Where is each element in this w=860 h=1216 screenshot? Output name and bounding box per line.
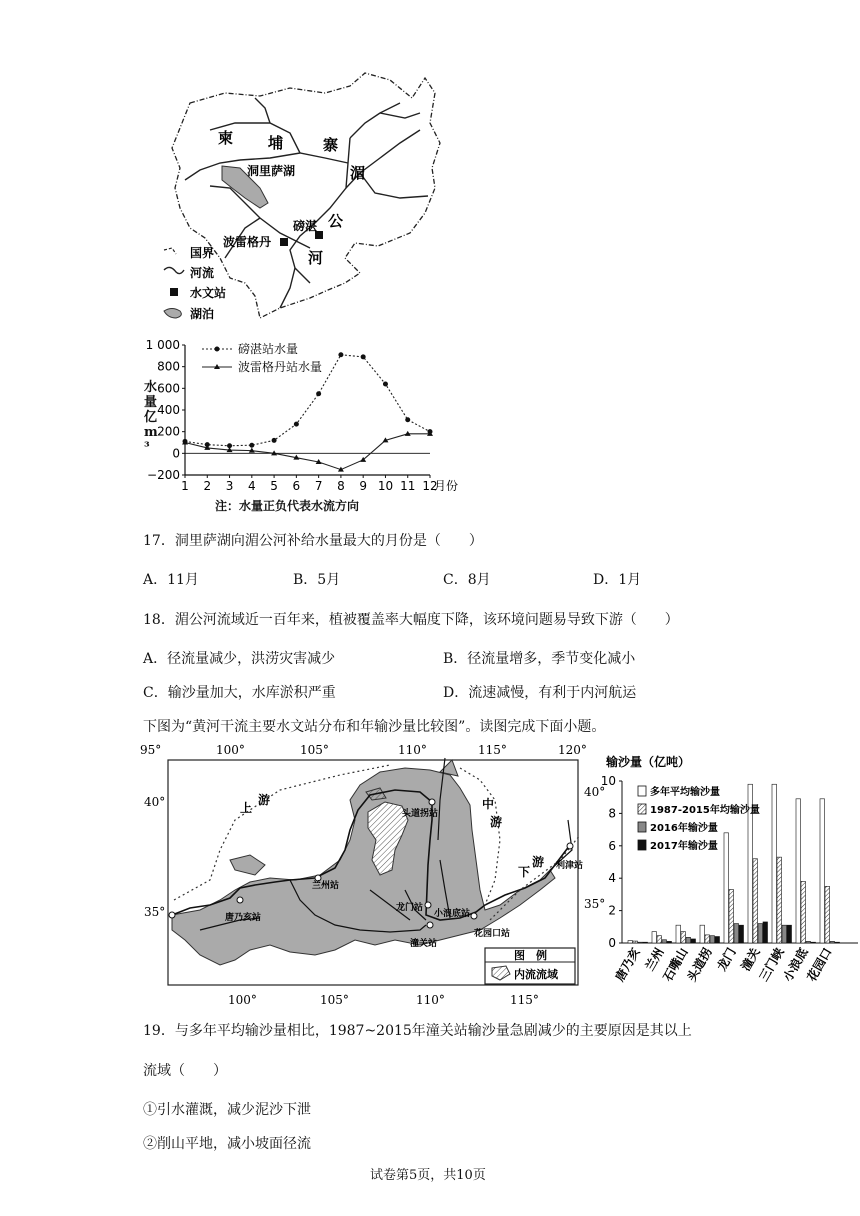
station-longmen: 龙门站: [396, 903, 424, 913]
bar-7-2: [806, 941, 811, 943]
bar-chart: [600, 748, 860, 1008]
legend-label-2: 波雷格丹站水量: [238, 360, 323, 374]
bar-legend-swatch-3: [638, 822, 646, 832]
bar-2-1: [681, 932, 686, 943]
bar-category-label: 花园口: [804, 945, 835, 984]
bar-category-label: 唐乃亥: [612, 945, 643, 984]
bar-5-1: [753, 859, 758, 943]
station-lijin: 利津站: [556, 861, 584, 871]
x-tick-label: 5: [270, 479, 278, 493]
label-mekong-2: 公: [328, 212, 344, 230]
y-tick-label: 0: [172, 446, 180, 461]
q18-option-c[interactable]: C．输沙量加大，水库淤积严重: [143, 685, 336, 701]
bar-legend-label-3: 2016年输沙量: [650, 823, 718, 834]
label-middle-2: 游: [490, 815, 503, 829]
bar-category-label: 头道拐: [684, 945, 715, 984]
bar-legend-swatch-2: [638, 804, 646, 814]
bar-3-3: [715, 937, 720, 943]
q17-option-a[interactable]: A．11月: [143, 572, 199, 588]
bar-category-label: 兰州: [642, 945, 667, 974]
bar-7-1: [801, 881, 806, 943]
map2-legend: [485, 948, 575, 984]
bar-y-tick-label: 6: [608, 838, 616, 853]
bar-legend-label-2: 1987-2015年均输沙量: [650, 805, 760, 816]
q19-stem-line2: 流域（ ）: [143, 1063, 227, 1079]
y-tick-label: −200: [147, 468, 180, 482]
bar-8-0: [820, 799, 825, 943]
bar-6-2: [782, 925, 787, 943]
q18-stem: 18．湄公河流域近一百年来，植被覆盖率大幅度下降，该环境问题易导致下游（ ）: [143, 612, 679, 628]
lon-top-105: 105°: [300, 743, 329, 757]
bar-y-tick-label: 8: [608, 806, 616, 821]
bar-category-label: 潼关: [738, 945, 763, 974]
bar-8-2: [830, 941, 835, 943]
y-tick-label: 800: [157, 359, 180, 374]
label-upper-2: 游: [258, 793, 271, 807]
y-tick-label: 400: [157, 403, 180, 417]
point-s1: [361, 354, 366, 359]
y-tick-label: 600: [157, 381, 180, 396]
bar-0-1: [633, 941, 638, 943]
y-tick-label: 1 000: [145, 338, 180, 352]
bar-y-tick-label: 10: [600, 774, 616, 788]
point-s1: [294, 422, 299, 427]
bar-8-1: [825, 886, 830, 943]
point-s1: [405, 417, 410, 422]
lon-top-115: 115°: [478, 743, 507, 757]
legend-river: 河流: [190, 266, 215, 280]
bar-chart-title: 输沙量（亿吨）: [606, 755, 691, 769]
x-tick-label: 10: [377, 479, 394, 493]
label-lower-2: 游: [532, 855, 545, 869]
bar-0-2: [638, 942, 643, 943]
x-tick-label: 7: [314, 479, 323, 493]
bar-3-0: [700, 925, 705, 943]
bar-legend-label-1: 多年平均输沙量: [650, 787, 720, 798]
point-s1: [272, 438, 277, 443]
line-chart-note: 注：水量正负代表水流方向: [215, 499, 360, 513]
bar-6-0: [772, 784, 777, 943]
lat-right-35: 35°: [584, 897, 606, 911]
bar-category-label: 石嘴山: [660, 945, 691, 984]
q17-option-b[interactable]: B．5月: [293, 572, 341, 588]
q19-stem-line1: 19．与多年平均输沙量相比，1987~2015年潼关站输沙量急剧减少的主要原因是其以上: [143, 1023, 692, 1039]
bar-legend-label-4: 2017年输沙量: [650, 841, 718, 852]
series-line-2: [185, 434, 430, 470]
q18-option-a[interactable]: A．径流量减少，洪涝灾害减少: [143, 651, 336, 667]
lon-top-95: 95°: [140, 743, 162, 757]
point-s1: [249, 443, 254, 448]
bar-3-1: [705, 935, 710, 943]
bar-legend-swatch-4: [638, 840, 646, 850]
lon-top-120: 120°: [558, 743, 587, 757]
x-tick-label: 11: [400, 479, 416, 493]
bar-4-2: [734, 924, 739, 943]
bar-4-1: [729, 890, 734, 943]
bar-3-2: [710, 936, 715, 943]
x-tick-label: 9: [359, 479, 368, 493]
point-s1: [338, 352, 343, 357]
legend-marker-1: [215, 347, 220, 352]
legend-lake: 湖泊: [190, 307, 215, 321]
bar-category-label: 三门峡: [756, 945, 787, 984]
x-tick-label: 4: [247, 479, 256, 493]
bar-0-3: [643, 942, 648, 943]
station-lanzhou: 兰州站: [312, 881, 340, 891]
bar-y-tick-label: 0: [608, 936, 616, 950]
station-toudaoguai: 头道拐站: [402, 809, 439, 819]
bar-7-0: [796, 799, 801, 943]
x-tick-label: 1: [181, 479, 189, 493]
lon-bottom-105: 105°: [320, 993, 349, 1007]
bar-6-1: [777, 857, 782, 943]
legend-inland: 内流流域: [514, 968, 558, 981]
legend-station: 水文站: [190, 286, 227, 300]
station-tongguan: 潼关站: [410, 939, 438, 949]
bar-1-0: [652, 932, 657, 943]
x-tick-label: 8: [337, 479, 345, 493]
bar-5-2: [758, 924, 763, 943]
bar-2-3: [691, 939, 696, 943]
map1-legend: [164, 245, 226, 321]
lon-bottom-115: 115°: [510, 993, 539, 1007]
q17-option-c[interactable]: C．8月: [443, 572, 491, 588]
bar-0-0: [628, 941, 633, 943]
line-chart-svg: [140, 335, 470, 515]
label-lower-1: 下: [518, 865, 531, 879]
bar-y-tick-label: 2: [608, 903, 616, 918]
label-cambodia-2: 埔: [268, 134, 284, 152]
x-unit-label: 月份: [434, 479, 459, 493]
legend-border: 国界: [190, 246, 215, 260]
q17-stem: 17．洞里萨湖向湄公河补给水量最大的月份是（ ）: [143, 533, 483, 549]
legend-label-1: 磅湛站水量: [238, 342, 299, 356]
bar-4-0: [724, 833, 729, 943]
bar-2-2: [686, 937, 691, 943]
lat-right-40: 40°: [584, 785, 606, 799]
q19-option-2: ②削山平地，减小坡面径流: [143, 1136, 311, 1152]
lon-top-100: 100°: [216, 743, 245, 757]
x-tick-label: 12: [422, 479, 438, 493]
station-huayuankou: 花园口站: [474, 929, 511, 939]
bar-1-1: [657, 936, 662, 943]
lat-left-35: 35°: [144, 905, 166, 919]
bar-y-tick-label: 4: [608, 871, 616, 886]
x-tick-label: 2: [203, 479, 212, 493]
q18-option-b[interactable]: B．径流量增多，季节变化减小: [443, 651, 636, 667]
label-middle-1: 中: [482, 797, 495, 811]
bar-1-2: [662, 940, 667, 943]
q19-option-1: ①引水灌溉，减少泥沙下泄: [143, 1102, 311, 1118]
lon-top-110: 110°: [398, 743, 427, 757]
bar-5-3: [763, 922, 768, 943]
bar-2-0: [676, 925, 681, 943]
yellow-river-map: [140, 740, 606, 1010]
label-pangzhan: 磅湛: [293, 219, 318, 233]
bar-chart-svg: [600, 748, 860, 1008]
lat-left-40: 40°: [144, 795, 166, 809]
station-xiaolangdi: 小浪底站: [434, 909, 471, 919]
label-bolei: 波雷格丹: [223, 235, 272, 249]
page-footer: 试卷第5页，共10页: [370, 1168, 486, 1183]
intro-text: 下图为“黄河干流主要水文站分布和年输沙量比较图”。读图完成下面小题。: [143, 719, 606, 735]
bar-6-3: [787, 925, 792, 943]
label-upper-1: 上: [240, 801, 253, 815]
line-chart: [140, 335, 470, 515]
point-s1: [316, 391, 321, 396]
legend-title: 图 例: [514, 949, 547, 962]
lon-bottom-100: 100°: [228, 993, 257, 1007]
lon-bottom-110: 110°: [416, 993, 445, 1007]
q18-option-d[interactable]: D．流速减慢，有利于内河航运: [443, 685, 637, 701]
x-tick-label: 6: [292, 479, 301, 493]
y-tick-label: 200: [157, 424, 180, 439]
label-cambodia-3: 寨: [323, 136, 339, 154]
q17-option-d[interactable]: D．1月: [593, 572, 642, 588]
bar-8-3: [835, 942, 840, 943]
bar-category-label: 龙门: [714, 945, 739, 974]
station-tangnaihai: 唐乃亥站: [225, 913, 262, 923]
bar-1-3: [667, 941, 672, 943]
label-mekong-1: 湄: [350, 164, 366, 182]
point-s1: [383, 382, 388, 387]
label-lake: 洞里萨湖: [247, 164, 296, 178]
line-chart-ylabel: 水量亿m³: [144, 380, 158, 455]
bar-7-3: [811, 942, 816, 943]
bolei-station: [280, 238, 288, 246]
cambodia-map: [150, 68, 450, 328]
bar-legend-swatch-1: [638, 786, 646, 796]
bar-4-3: [739, 925, 744, 943]
bar-category-label: 小浪底: [780, 945, 811, 984]
x-tick-label: 3: [225, 479, 234, 493]
label-cambodia-1: 柬: [218, 129, 234, 147]
label-mekong-3: 河: [308, 249, 324, 267]
